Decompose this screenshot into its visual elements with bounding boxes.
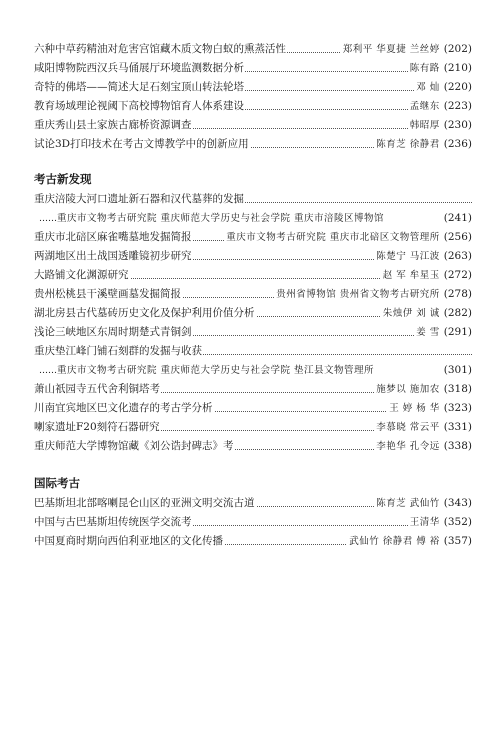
toc-group-international	[34, 494, 472, 551]
entry-title: 浅论三峡地区东周时期楚式青铜剑	[34, 326, 192, 338]
toc-group-new-discoveries	[34, 190, 472, 456]
entry-authors: 施梦以 施加农	[376, 384, 440, 395]
entry-title: 教育场域理论视阈下高校博物馆育人体系建设	[34, 100, 244, 112]
entry-page-number: (301)	[443, 364, 472, 376]
entry-authors: 朱烛伊 刘 诚	[382, 308, 440, 319]
entry-title: 重庆垫江峰门铺石刻群的发掘与收获	[34, 345, 202, 357]
entry-title: 中国与古巴基斯坦传统医学交流考	[34, 516, 192, 528]
entry-authors: 李艳华 孔令远	[376, 441, 440, 452]
toc-entry	[34, 59, 472, 78]
entry-title: 重庆市北碚区麻雀嘴墓地发掘简报	[34, 231, 192, 243]
entry-page-number: (282)	[443, 307, 472, 319]
entry-page-number: (331)	[443, 421, 472, 433]
entry-page-number: (236)	[443, 138, 472, 150]
toc-entry	[34, 437, 472, 456]
entry-authors: 武仙竹 徐静君 傅 裕	[349, 536, 440, 547]
entry-page-number: (230)	[443, 119, 472, 131]
entry-title: 重庆师范大学博物馆藏《刘公诰封碑志》考	[34, 440, 234, 452]
toc-entry	[34, 399, 472, 418]
entry-authors: 李慕晓 常云平	[376, 422, 440, 433]
entry-authors: 赵 军 牟星玉	[382, 270, 440, 281]
toc-entry	[34, 304, 472, 323]
leader-dots: ……	[39, 214, 57, 224]
toc-entry	[34, 513, 472, 532]
entry-title: 大路铺文化渊源研究	[34, 269, 129, 281]
toc-entry	[34, 342, 472, 361]
entry-authors: 陈育芝 武仙竹	[376, 498, 440, 509]
entry-page-number: (352)	[443, 516, 472, 528]
entry-page-number: (338)	[443, 440, 472, 452]
entry-page-number: (241)	[443, 212, 472, 224]
entry-title: 试论3D打印技术在考古文博教学中的创新应用	[34, 138, 249, 150]
entry-authors: 陈育芝 徐静君	[376, 139, 440, 150]
entry-page-number: (263)	[443, 250, 472, 262]
entry-page-number: (220)	[443, 81, 472, 93]
entry-title: 湖北房县古代墓砖历史文化及保护利用价值分析	[34, 307, 255, 319]
toc-entry	[34, 40, 472, 59]
toc-entry	[34, 97, 472, 116]
entry-page-number: (202)	[443, 43, 472, 55]
entry-title: 六种中草药精油对危害宫馆藏木质文物白蚁的熏蒸活性	[34, 43, 286, 55]
toc-entry	[34, 190, 472, 209]
entry-title: 贵州松桃县干溪壁画墓发掘简报	[34, 288, 181, 300]
entry-page-number: (318)	[443, 383, 472, 395]
entry-authors: 陈有路	[409, 63, 440, 74]
entry-title: 巴基斯坦北部喀喇昆仑山区的亚洲文明交流古道	[34, 497, 255, 509]
entry-authors: 姜 雪	[416, 327, 440, 338]
entry-authors: 重庆市文物考古研究院 重庆市北碚区文物管理所	[226, 232, 440, 243]
entry-page-number: (343)	[443, 497, 472, 509]
entry-authors: 陈楚宁 马江波	[376, 251, 440, 262]
entry-authors: 韩昭厚	[409, 120, 440, 131]
section-heading-new-discoveries: 考古新发现	[34, 172, 92, 186]
entry-authors: 王 婷 杨 华	[389, 403, 440, 414]
leader-dots: ……	[39, 366, 57, 376]
entry-authors: 王清华	[409, 517, 440, 528]
entry-authors: 重庆市文物考古研究院 重庆师范大学历史与社会学院 重庆市涪陵区博物馆	[57, 213, 385, 224]
entry-page-number: (323)	[443, 402, 472, 414]
toc-entry	[34, 116, 472, 135]
toc-entry	[34, 380, 472, 399]
entry-page-number: (223)	[443, 100, 472, 112]
entry-page-number: (278)	[443, 288, 472, 300]
entry-page-number: (272)	[443, 269, 472, 281]
entry-title: 重庆涪陵大河口遗址新石器和汉代墓葬的发掘	[34, 193, 244, 205]
toc-entry	[34, 494, 472, 513]
toc-entry	[34, 285, 472, 304]
entry-authors: 重庆市文物考古研究院 重庆师范大学历史与社会学院 垫江县文物管理所	[57, 365, 375, 376]
entry-authors: 邓 灿	[416, 82, 440, 93]
toc-entry-continuation	[34, 361, 472, 380]
entry-title: 喇家遗址F20刻符石器研究	[34, 421, 160, 433]
toc-entry	[34, 266, 472, 285]
entry-title: 川南宜宾地区巴文化遗存的考古学分析	[34, 402, 213, 414]
toc-entry	[34, 418, 472, 437]
entry-title: 奇特的佛塔——简述大足石刻宝顶山转法轮塔	[34, 81, 244, 93]
entry-title: 萧山祇园寺五代舍利铜塔考	[34, 383, 160, 395]
section-heading-international: 国际考古	[34, 476, 80, 490]
entry-page-number: (291)	[443, 326, 472, 338]
toc-entry	[34, 135, 472, 154]
table-of-contents	[34, 40, 472, 551]
entry-title: 中国夏商时期向西伯利亚地区的文化传播	[34, 535, 223, 547]
entry-title: 咸阳博物院西汉兵马俑展厅环境监测数据分析	[34, 62, 244, 74]
toc-entry	[34, 78, 472, 97]
entry-authors: 孟继东	[409, 101, 440, 112]
toc-entry	[34, 532, 472, 551]
toc-entry-continuation	[34, 209, 472, 228]
entry-page-number: (210)	[443, 62, 472, 74]
toc-group-1	[34, 40, 472, 154]
toc-entry	[34, 247, 472, 266]
entry-page-number: (357)	[443, 535, 472, 547]
entry-authors: 郑利平 华夏捷 兰丝婷	[342, 44, 440, 55]
entry-title: 重庆秀山县土家族古廊桥资源调查	[34, 119, 192, 131]
entry-title: 两湖地区出土战国透雕镜初步研究	[34, 250, 192, 262]
toc-entry	[34, 323, 472, 342]
entry-authors: 贵州省博物馆 贵州省文物考古研究所	[276, 289, 440, 300]
toc-entry	[34, 228, 472, 247]
entry-page-number: (256)	[443, 231, 472, 243]
